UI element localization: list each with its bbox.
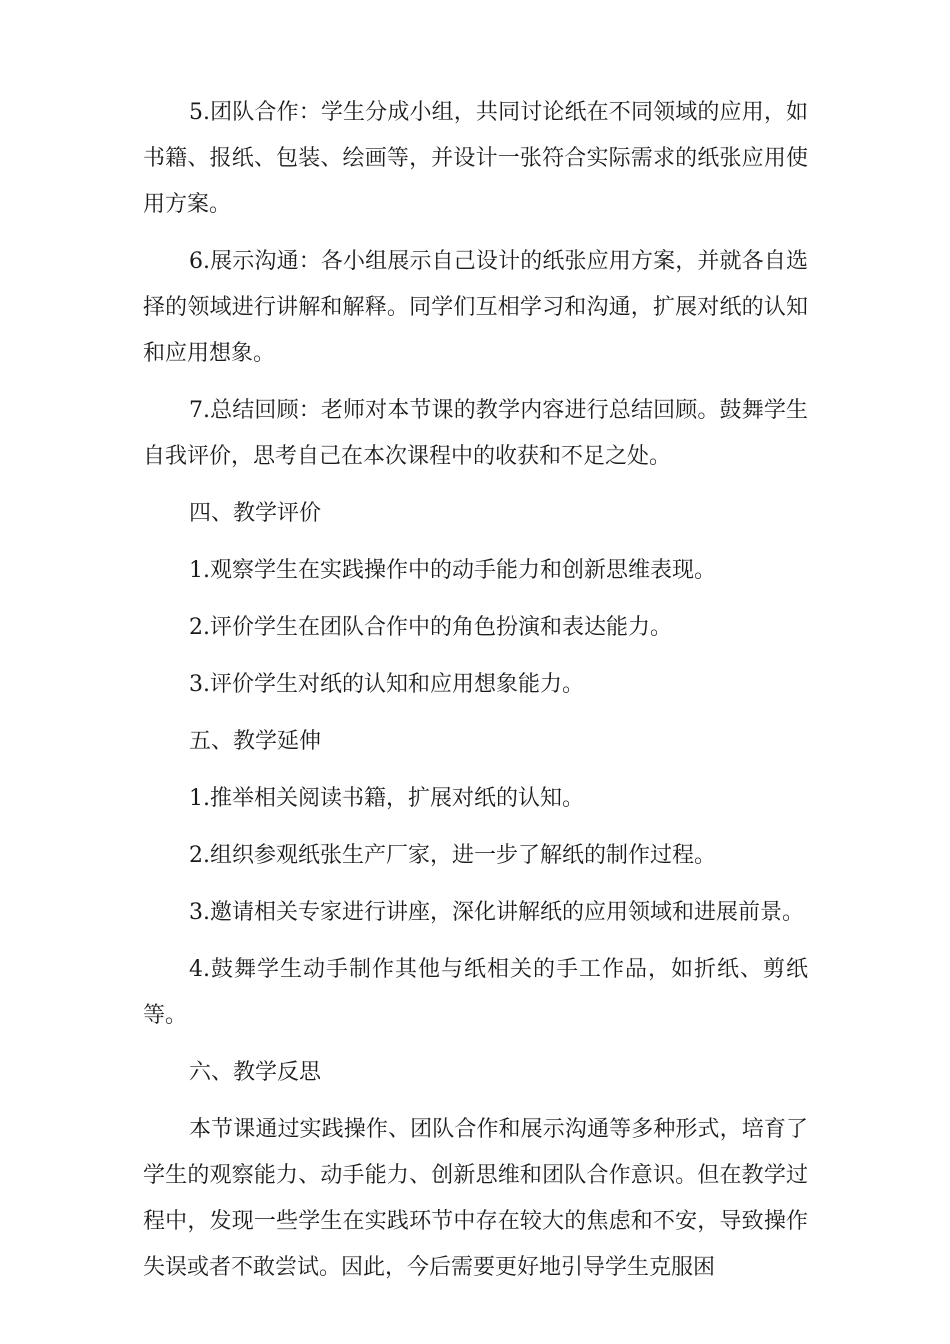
list-item-extension-2: 2.组织参观纸张生产厂家，进一步了解纸的制作过程。 xyxy=(189,843,716,868)
document-body xyxy=(143,90,808,1302)
list-item-evaluation-3: 3.评价学生对纸的认知和应用想象能力。 xyxy=(189,672,584,697)
list-item-extension-1: 1.推举相关阅读书籍，扩展对纸的认知。 xyxy=(189,786,584,811)
list-item-evaluation-2: 2.评价学生在团队合作中的角色扮演和表达能力。 xyxy=(189,615,672,640)
list-item-extension-3: 3.邀请相关专家进行讲座，深化讲解纸的应用领域和进展前景。 xyxy=(189,900,804,925)
section-heading-reflection: 六、教学反思 xyxy=(189,1060,322,1085)
paragraph-team-cooperation: 5.团队合作：学生分成小组，共同讨论纸在不同领域的应用，如书籍、报纸、包装、绘画等，并设计一张符合实际需求的纸张应用使用方案。 xyxy=(143,100,808,217)
paragraph-summary-review: 7.总结回顾：老师对本节课的教学内容进行总结回顾。鼓舞学生自我评价，思考自己在本次课程中的收获和不足之处。 xyxy=(143,398,808,469)
section-heading-extension: 五、教学延伸 xyxy=(189,729,322,754)
list-item-extension-4: 4.鼓舞学生动手制作其他与纸相关的手工作品，如折纸、剪纸等。 xyxy=(143,957,808,1028)
paragraph-reflection: 本节课通过实践操作、团队合作和展示沟通等多种形式，培育了学生的观察能力、动手能力、创新思维和团队合作意识。但在教学过程中，发现一些学生在实践环节中存在较大的焦虑和不安，导致操作失误或者不敢尝试。因此，今后需要更好地引导学生克服困 xyxy=(143,1117,808,1280)
paragraph-presentation: 6.展示沟通：各小组展示自己设计的纸张应用方案，并就各自选择的领域进行讲解和解释。同学们互相学习和沟通，扩展对纸的认知和应用想象。 xyxy=(143,249,808,366)
section-heading-evaluation: 四、教学评价 xyxy=(189,501,322,526)
list-item-evaluation-1: 1.观察学生在实践操作中的动手能力和创新思维表现。 xyxy=(189,558,716,583)
